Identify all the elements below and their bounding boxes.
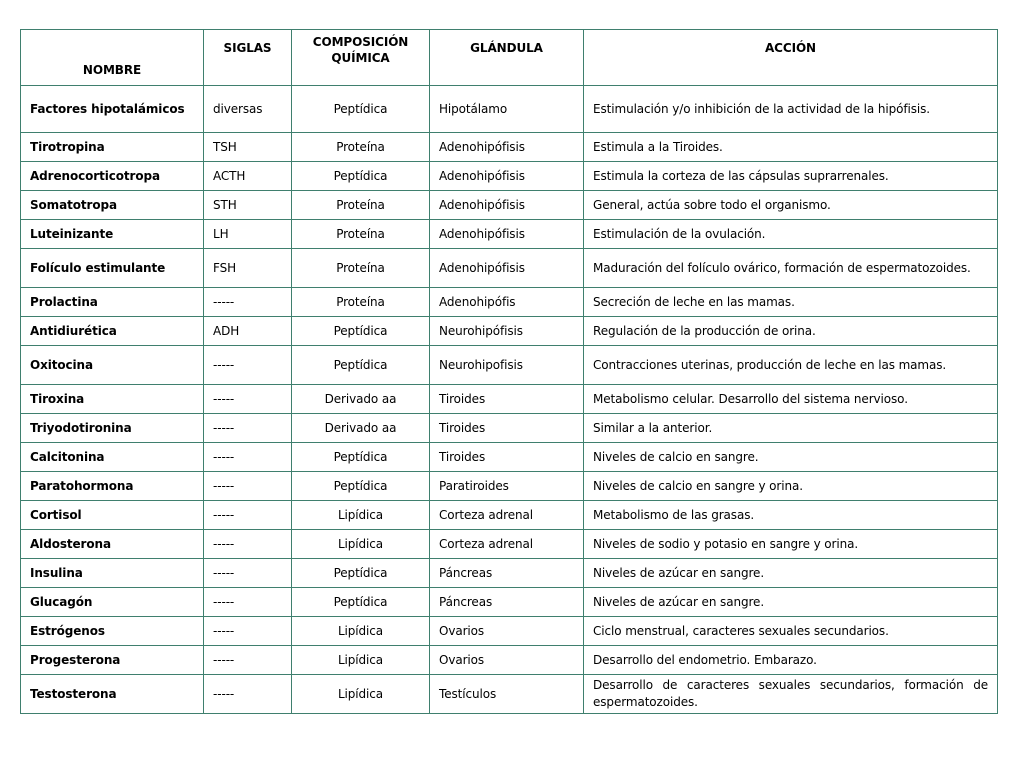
cell-siglas: ----- xyxy=(204,443,292,472)
table-row xyxy=(21,385,998,414)
cell-nombre: Paratohormona xyxy=(21,472,204,501)
cell-siglas: ----- xyxy=(204,472,292,501)
cell-accion: Estimulación y/o inhibición de la actividad de la hipófisis. xyxy=(584,86,998,133)
cell-composicion: Peptídica xyxy=(292,588,430,617)
table-row xyxy=(21,646,998,675)
cell-nombre: Antidiurética xyxy=(21,317,204,346)
cell-accion: Niveles de calcio en sangre. xyxy=(584,443,998,472)
table-row xyxy=(21,530,998,559)
cell-composicion: Lipídica xyxy=(292,617,430,646)
cell-nombre: Tirotropina xyxy=(21,133,204,162)
cell-composicion: Proteína xyxy=(292,220,430,249)
cell-siglas: TSH xyxy=(204,133,292,162)
cell-accion: Metabolismo de las grasas. xyxy=(584,501,998,530)
cell-composicion: Derivado aa xyxy=(292,414,430,443)
cell-accion: Desarrollo del endometrio. Embarazo. xyxy=(584,646,998,675)
cell-nombre: Glucagón xyxy=(21,588,204,617)
header-row xyxy=(21,30,998,86)
cell-nombre: Progesterona xyxy=(21,646,204,675)
cell-composicion: Proteína xyxy=(292,249,430,288)
cell-glandula: Neurohipófisis xyxy=(430,317,584,346)
cell-accion: Metabolismo celular. Desarrollo del sistema nervioso. xyxy=(584,385,998,414)
cell-composicion: Lipídica xyxy=(292,501,430,530)
cell-glandula: Adenohipófis xyxy=(430,288,584,317)
cell-siglas: STH xyxy=(204,191,292,220)
cell-nombre: Estrógenos xyxy=(21,617,204,646)
table-row xyxy=(21,288,998,317)
cell-glandula: Adenohipófisis xyxy=(430,162,584,191)
cell-glandula: Corteza adrenal xyxy=(430,530,584,559)
cell-siglas: FSH xyxy=(204,249,292,288)
cell-glandula: Adenohipófisis xyxy=(430,133,584,162)
cell-accion: Ciclo menstrual, caracteres sexuales secundarios. xyxy=(584,617,998,646)
table-row xyxy=(21,86,998,133)
cell-accion: Secreción de leche en las mamas. xyxy=(584,288,998,317)
cell-composicion: Lipídica xyxy=(292,675,430,714)
cell-glandula: Páncreas xyxy=(430,559,584,588)
cell-composicion: Lipídica xyxy=(292,646,430,675)
header-accion: ACCIÓN xyxy=(584,30,998,86)
cell-accion: Regulación de la producción de orina. xyxy=(584,317,998,346)
header-composicion-line2: QUÍMICA xyxy=(331,51,390,65)
hormone-table-container xyxy=(20,29,997,714)
cell-glandula: Adenohipófisis xyxy=(430,249,584,288)
cell-accion: Niveles de azúcar en sangre. xyxy=(584,588,998,617)
table-row xyxy=(21,133,998,162)
cell-nombre: Testosterona xyxy=(21,675,204,714)
table-row xyxy=(21,443,998,472)
cell-composicion: Peptídica xyxy=(292,472,430,501)
cell-nombre: Folículo estimulante xyxy=(21,249,204,288)
cell-glandula: Adenohipófisis xyxy=(430,220,584,249)
cell-nombre: Triyodotironina xyxy=(21,414,204,443)
cell-accion: Estimula a la Tiroides. xyxy=(584,133,998,162)
cell-accion: Estimula la corteza de las cápsulas suprarrenales. xyxy=(584,162,998,191)
table-row xyxy=(21,346,998,385)
table-row xyxy=(21,414,998,443)
cell-nombre: Prolactina xyxy=(21,288,204,317)
cell-siglas: LH xyxy=(204,220,292,249)
table-row xyxy=(21,317,998,346)
cell-glandula: Testículos xyxy=(430,675,584,714)
cell-glandula: Tiroides xyxy=(430,414,584,443)
cell-glandula: Ovarios xyxy=(430,646,584,675)
cell-nombre: Adrenocorticotropa xyxy=(21,162,204,191)
cell-glandula: Neurohipofisis xyxy=(430,346,584,385)
cell-composicion: Peptídica xyxy=(292,317,430,346)
cell-nombre: Cortisol xyxy=(21,501,204,530)
cell-composicion: Peptídica xyxy=(292,346,430,385)
cell-siglas: ----- xyxy=(204,414,292,443)
cell-composicion: Peptídica xyxy=(292,86,430,133)
header-nombre: NOMBRE xyxy=(21,30,204,86)
cell-siglas: diversas xyxy=(204,86,292,133)
cell-nombre: Tiroxina xyxy=(21,385,204,414)
cell-nombre: Aldosterona xyxy=(21,530,204,559)
cell-accion: General, actúa sobre todo el organismo. xyxy=(584,191,998,220)
cell-nombre: Somatotropa xyxy=(21,191,204,220)
cell-nombre: Insulina xyxy=(21,559,204,588)
cell-siglas: ----- xyxy=(204,646,292,675)
table-row xyxy=(21,501,998,530)
table-row xyxy=(21,617,998,646)
cell-nombre: Calcitonina xyxy=(21,443,204,472)
cell-accion: Similar a la anterior. xyxy=(584,414,998,443)
cell-siglas: ----- xyxy=(204,288,292,317)
cell-accion: Niveles de calcio en sangre y orina. xyxy=(584,472,998,501)
cell-glandula: Hipotálamo xyxy=(430,86,584,133)
cell-accion: Niveles de sodio y potasio en sangre y orina. xyxy=(584,530,998,559)
header-siglas: SIGLAS xyxy=(204,30,292,86)
table-row xyxy=(21,559,998,588)
cell-glandula: Tiroides xyxy=(430,443,584,472)
cell-nombre: Luteinizante xyxy=(21,220,204,249)
table-row xyxy=(21,220,998,249)
cell-composicion: Proteína xyxy=(292,191,430,220)
cell-accion: Desarrollo de caracteres sexuales secundarios, formación de espermatozoides. xyxy=(584,675,998,714)
cell-composicion: Proteína xyxy=(292,133,430,162)
table-row xyxy=(21,191,998,220)
cell-siglas: ----- xyxy=(204,559,292,588)
table-row xyxy=(21,249,998,288)
cell-siglas: ----- xyxy=(204,675,292,714)
cell-composicion: Peptídica xyxy=(292,443,430,472)
cell-composicion: Derivado aa xyxy=(292,385,430,414)
cell-siglas: ACTH xyxy=(204,162,292,191)
header-composicion xyxy=(292,30,430,86)
cell-glandula: Corteza adrenal xyxy=(430,501,584,530)
cell-glandula: Ovarios xyxy=(430,617,584,646)
cell-accion: Niveles de azúcar en sangre. xyxy=(584,559,998,588)
cell-siglas: ----- xyxy=(204,530,292,559)
cell-glandula: Páncreas xyxy=(430,588,584,617)
cell-accion: Contracciones uterinas, producción de leche en las mamas. xyxy=(584,346,998,385)
cell-siglas: ----- xyxy=(204,385,292,414)
table-row xyxy=(21,675,998,714)
table-row xyxy=(21,588,998,617)
cell-siglas: ----- xyxy=(204,501,292,530)
cell-composicion: Lipídica xyxy=(292,530,430,559)
cell-nombre: Factores hipotalámicos xyxy=(21,86,204,133)
cell-siglas: ----- xyxy=(204,617,292,646)
cell-composicion: Proteína xyxy=(292,288,430,317)
table-row xyxy=(21,162,998,191)
cell-accion: Estimulación de la ovulación. xyxy=(584,220,998,249)
cell-nombre: Oxitocina xyxy=(21,346,204,385)
cell-glandula: Tiroides xyxy=(430,385,584,414)
hormone-table xyxy=(20,29,998,714)
cell-siglas: ----- xyxy=(204,346,292,385)
cell-siglas: ADH xyxy=(204,317,292,346)
cell-glandula: Paratiroides xyxy=(430,472,584,501)
cell-accion: Maduración del folículo ovárico, formación de espermatozoides. xyxy=(584,249,998,288)
header-composicion-line1: COMPOSICIÓN xyxy=(312,35,409,49)
cell-composicion: Peptídica xyxy=(292,162,430,191)
cell-siglas: ----- xyxy=(204,588,292,617)
table-row xyxy=(21,472,998,501)
table-body xyxy=(21,86,998,714)
cell-glandula: Adenohipófisis xyxy=(430,191,584,220)
header-glandula: GLÁNDULA xyxy=(430,30,584,86)
cell-composicion: Peptídica xyxy=(292,559,430,588)
